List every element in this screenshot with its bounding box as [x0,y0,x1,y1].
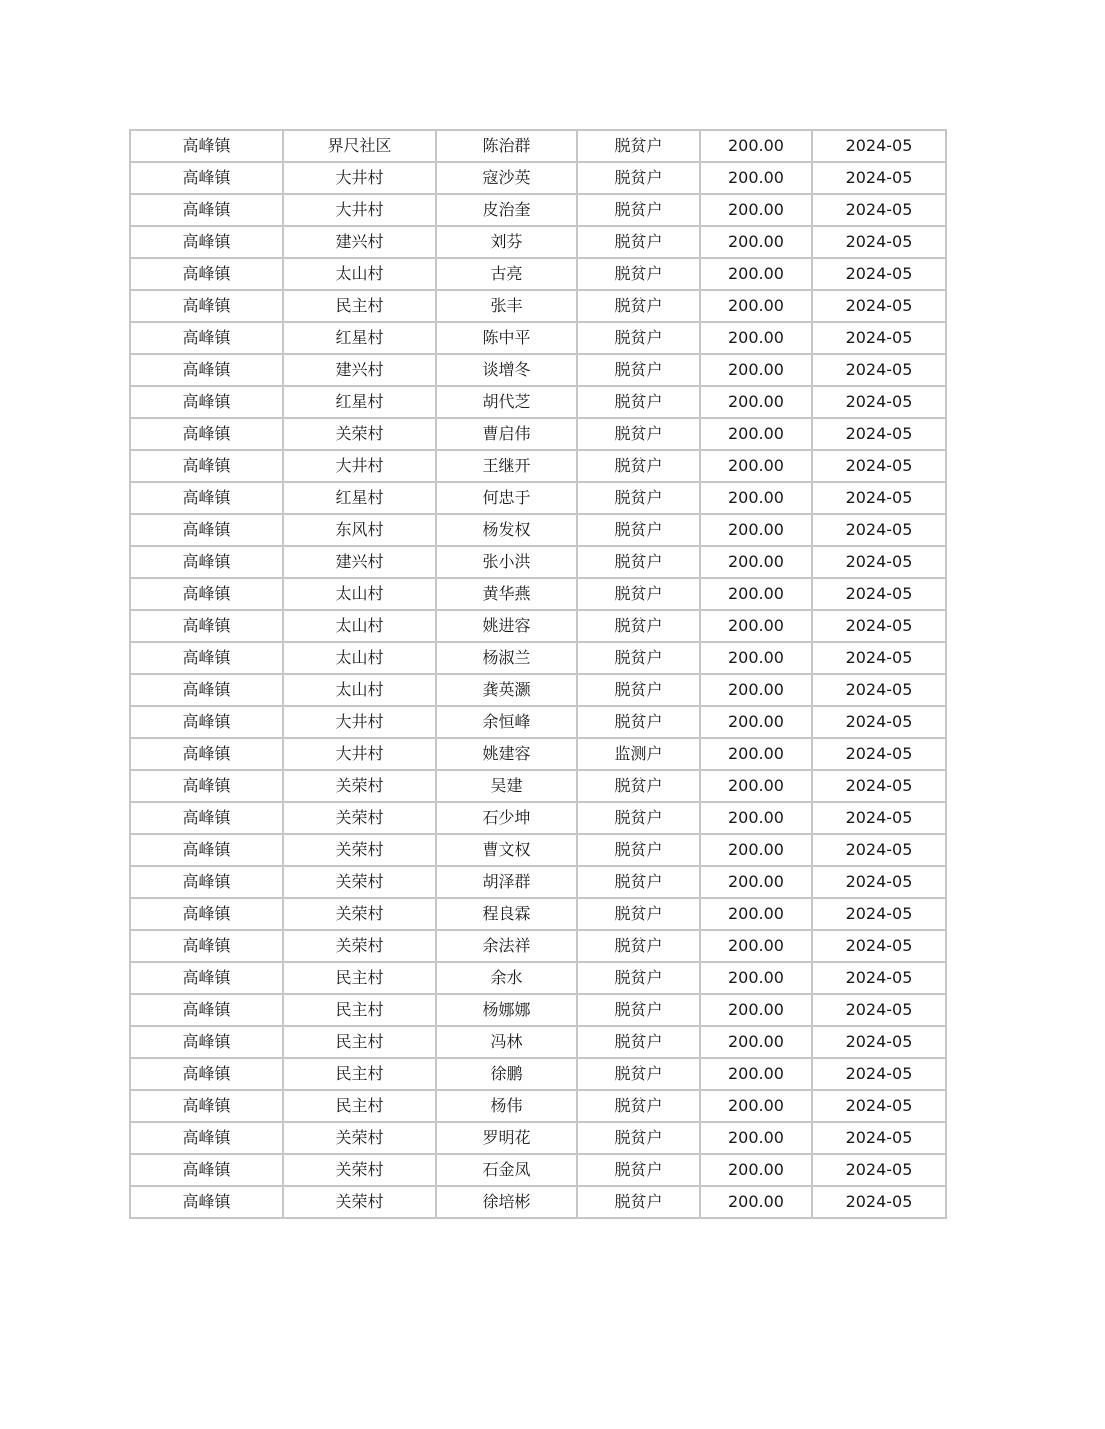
village-cell: 太山村 [283,610,436,642]
amount-cell: 200.00 [700,834,812,866]
amount-cell: 200.00 [700,386,812,418]
table-row [130,930,946,962]
village-cell: 民主村 [283,1058,436,1090]
month-cell: 2024-05 [812,258,946,290]
month-cell: 2024-05 [812,706,946,738]
town-cell: 高峰镇 [130,674,283,706]
household-type-cell: 脱贫户 [577,514,700,546]
household-type-cell: 脱贫户 [577,546,700,578]
household-type-cell: 脱贫户 [577,962,700,994]
village-cell: 太山村 [283,258,436,290]
amount-cell: 200.00 [700,738,812,770]
town-cell: 高峰镇 [130,834,283,866]
month-cell: 2024-05 [812,130,946,162]
village-cell: 关荣村 [283,898,436,930]
table-row [130,1026,946,1058]
town-cell: 高峰镇 [130,1122,283,1154]
amount-cell: 200.00 [700,1154,812,1186]
name-cell: 杨淑兰 [436,642,577,674]
town-cell: 高峰镇 [130,290,283,322]
month-cell: 2024-05 [812,450,946,482]
amount-cell: 200.00 [700,482,812,514]
name-cell: 曹启伟 [436,418,577,450]
month-cell: 2024-05 [812,418,946,450]
table-row [130,258,946,290]
household-type-cell: 监测户 [577,738,700,770]
town-cell: 高峰镇 [130,578,283,610]
month-cell: 2024-05 [812,482,946,514]
household-type-cell: 脱贫户 [577,418,700,450]
table-row [130,226,946,258]
table-row [130,1154,946,1186]
table-row [130,770,946,802]
village-cell: 大井村 [283,450,436,482]
town-cell: 高峰镇 [130,930,283,962]
village-cell: 关荣村 [283,1122,436,1154]
village-cell: 关荣村 [283,802,436,834]
month-cell: 2024-05 [812,578,946,610]
month-cell: 2024-05 [812,770,946,802]
town-cell: 高峰镇 [130,706,283,738]
village-cell: 民主村 [283,290,436,322]
month-cell: 2024-05 [812,1026,946,1058]
town-cell: 高峰镇 [130,514,283,546]
town-cell: 高峰镇 [130,482,283,514]
name-cell: 胡泽群 [436,866,577,898]
table-row [130,834,946,866]
village-cell: 关荣村 [283,866,436,898]
name-cell: 徐鹏 [436,1058,577,1090]
amount-cell: 200.00 [700,1186,812,1218]
village-cell: 关荣村 [283,930,436,962]
town-cell: 高峰镇 [130,1090,283,1122]
name-cell: 龚英灏 [436,674,577,706]
table-row [130,162,946,194]
name-cell: 王继开 [436,450,577,482]
name-cell: 姚进容 [436,610,577,642]
amount-cell: 200.00 [700,162,812,194]
household-type-cell: 脱贫户 [577,450,700,482]
village-cell: 红星村 [283,386,436,418]
amount-cell: 200.00 [700,354,812,386]
village-cell: 建兴村 [283,354,436,386]
name-cell: 吴建 [436,770,577,802]
household-type-cell: 脱贫户 [577,866,700,898]
amount-cell: 200.00 [700,578,812,610]
month-cell: 2024-05 [812,866,946,898]
household-type-cell: 脱贫户 [577,706,700,738]
amount-cell: 200.00 [700,1026,812,1058]
town-cell: 高峰镇 [130,386,283,418]
month-cell: 2024-05 [812,194,946,226]
amount-cell: 200.00 [700,450,812,482]
town-cell: 高峰镇 [130,802,283,834]
table-row [130,898,946,930]
table-row [130,642,946,674]
name-cell: 何忠于 [436,482,577,514]
village-cell: 关荣村 [283,1154,436,1186]
table-row [130,482,946,514]
month-cell: 2024-05 [812,226,946,258]
household-type-cell: 脱贫户 [577,994,700,1026]
name-cell: 杨发权 [436,514,577,546]
village-cell: 太山村 [283,642,436,674]
amount-cell: 200.00 [700,1090,812,1122]
name-cell: 石少坤 [436,802,577,834]
month-cell: 2024-05 [812,642,946,674]
household-type-cell: 脱贫户 [577,770,700,802]
amount-cell: 200.00 [700,642,812,674]
month-cell: 2024-05 [812,930,946,962]
village-cell: 民主村 [283,994,436,1026]
table-row [130,322,946,354]
amount-cell: 200.00 [700,1122,812,1154]
name-cell: 胡代芝 [436,386,577,418]
name-cell: 谈增冬 [436,354,577,386]
village-cell: 红星村 [283,482,436,514]
village-cell: 民主村 [283,962,436,994]
household-type-cell: 脱贫户 [577,354,700,386]
household-type-cell: 脱贫户 [577,674,700,706]
town-cell: 高峰镇 [130,994,283,1026]
household-type-cell: 脱贫户 [577,290,700,322]
household-type-cell: 脱贫户 [577,258,700,290]
town-cell: 高峰镇 [130,418,283,450]
month-cell: 2024-05 [812,546,946,578]
name-cell: 张丰 [436,290,577,322]
table-row [130,962,946,994]
name-cell: 古亮 [436,258,577,290]
household-type-cell: 脱贫户 [577,898,700,930]
name-cell: 张小洪 [436,546,577,578]
records-table [129,129,947,1219]
household-type-cell: 脱贫户 [577,194,700,226]
month-cell: 2024-05 [812,1122,946,1154]
name-cell: 罗明花 [436,1122,577,1154]
town-cell: 高峰镇 [130,962,283,994]
household-type-cell: 脱贫户 [577,1026,700,1058]
household-type-cell: 脱贫户 [577,482,700,514]
table-row [130,610,946,642]
household-type-cell: 脱贫户 [577,930,700,962]
town-cell: 高峰镇 [130,610,283,642]
table-row [130,738,946,770]
village-cell: 大井村 [283,706,436,738]
month-cell: 2024-05 [812,386,946,418]
table-row [130,194,946,226]
town-cell: 高峰镇 [130,258,283,290]
table-row [130,706,946,738]
table-row [130,514,946,546]
household-type-cell: 脱贫户 [577,642,700,674]
town-cell: 高峰镇 [130,354,283,386]
amount-cell: 200.00 [700,706,812,738]
name-cell: 杨娜娜 [436,994,577,1026]
village-cell: 关荣村 [283,418,436,450]
month-cell: 2024-05 [812,962,946,994]
village-cell: 关荣村 [283,770,436,802]
records-table-body [130,130,946,1218]
table-row [130,1122,946,1154]
amount-cell: 200.00 [700,290,812,322]
table-row [130,578,946,610]
month-cell: 2024-05 [812,290,946,322]
town-cell: 高峰镇 [130,1058,283,1090]
name-cell: 姚建容 [436,738,577,770]
name-cell: 余水 [436,962,577,994]
amount-cell: 200.00 [700,866,812,898]
amount-cell: 200.00 [700,674,812,706]
name-cell: 陈中平 [436,322,577,354]
name-cell: 冯林 [436,1026,577,1058]
month-cell: 2024-05 [812,322,946,354]
month-cell: 2024-05 [812,354,946,386]
month-cell: 2024-05 [812,1186,946,1218]
amount-cell: 200.00 [700,322,812,354]
amount-cell: 200.00 [700,610,812,642]
household-type-cell: 脱贫户 [577,834,700,866]
amount-cell: 200.00 [700,962,812,994]
household-type-cell: 脱贫户 [577,610,700,642]
month-cell: 2024-05 [812,1058,946,1090]
household-type-cell: 脱贫户 [577,1058,700,1090]
amount-cell: 200.00 [700,994,812,1026]
name-cell: 余恒峰 [436,706,577,738]
household-type-cell: 脱贫户 [577,322,700,354]
table-row [130,1058,946,1090]
table-row [130,866,946,898]
month-cell: 2024-05 [812,802,946,834]
name-cell: 皮治奎 [436,194,577,226]
table-row [130,354,946,386]
household-type-cell: 脱贫户 [577,1186,700,1218]
amount-cell: 200.00 [700,130,812,162]
name-cell: 刘芬 [436,226,577,258]
town-cell: 高峰镇 [130,642,283,674]
amount-cell: 200.00 [700,546,812,578]
town-cell: 高峰镇 [130,226,283,258]
name-cell: 曹文权 [436,834,577,866]
name-cell: 寇沙英 [436,162,577,194]
name-cell: 余法祥 [436,930,577,962]
name-cell: 徐培彬 [436,1186,577,1218]
village-cell: 建兴村 [283,226,436,258]
month-cell: 2024-05 [812,674,946,706]
amount-cell: 200.00 [700,194,812,226]
town-cell: 高峰镇 [130,322,283,354]
household-type-cell: 脱贫户 [577,1122,700,1154]
month-cell: 2024-05 [812,738,946,770]
household-type-cell: 脱贫户 [577,386,700,418]
village-cell: 关荣村 [283,1186,436,1218]
month-cell: 2024-05 [812,994,946,1026]
town-cell: 高峰镇 [130,162,283,194]
table-row [130,290,946,322]
month-cell: 2024-05 [812,1090,946,1122]
table-row [130,1186,946,1218]
amount-cell: 200.00 [700,514,812,546]
town-cell: 高峰镇 [130,1154,283,1186]
name-cell: 黄华燕 [436,578,577,610]
town-cell: 高峰镇 [130,738,283,770]
village-cell: 关荣村 [283,834,436,866]
town-cell: 高峰镇 [130,194,283,226]
village-cell: 大井村 [283,738,436,770]
table-row [130,386,946,418]
town-cell: 高峰镇 [130,1026,283,1058]
household-type-cell: 脱贫户 [577,130,700,162]
month-cell: 2024-05 [812,514,946,546]
table-row [130,130,946,162]
household-type-cell: 脱贫户 [577,162,700,194]
month-cell: 2024-05 [812,610,946,642]
village-cell: 民主村 [283,1090,436,1122]
household-type-cell: 脱贫户 [577,802,700,834]
village-cell: 红星村 [283,322,436,354]
amount-cell: 200.00 [700,418,812,450]
month-cell: 2024-05 [812,162,946,194]
table-row [130,450,946,482]
village-cell: 太山村 [283,578,436,610]
name-cell: 陈治群 [436,130,577,162]
village-cell: 民主村 [283,1026,436,1058]
name-cell: 杨伟 [436,1090,577,1122]
table-row [130,674,946,706]
amount-cell: 200.00 [700,1058,812,1090]
amount-cell: 200.00 [700,258,812,290]
amount-cell: 200.00 [700,226,812,258]
table-row [130,1090,946,1122]
table-row [130,418,946,450]
name-cell: 程良霖 [436,898,577,930]
household-type-cell: 脱贫户 [577,578,700,610]
town-cell: 高峰镇 [130,546,283,578]
amount-cell: 200.00 [700,930,812,962]
town-cell: 高峰镇 [130,898,283,930]
village-cell: 界尺社区 [283,130,436,162]
village-cell: 东风村 [283,514,436,546]
household-type-cell: 脱贫户 [577,1154,700,1186]
name-cell: 石金凤 [436,1154,577,1186]
month-cell: 2024-05 [812,898,946,930]
town-cell: 高峰镇 [130,450,283,482]
town-cell: 高峰镇 [130,866,283,898]
amount-cell: 200.00 [700,898,812,930]
village-cell: 太山村 [283,674,436,706]
town-cell: 高峰镇 [130,1186,283,1218]
village-cell: 大井村 [283,162,436,194]
amount-cell: 200.00 [700,770,812,802]
household-type-cell: 脱贫户 [577,1090,700,1122]
table-row [130,994,946,1026]
household-type-cell: 脱贫户 [577,226,700,258]
month-cell: 2024-05 [812,834,946,866]
town-cell: 高峰镇 [130,130,283,162]
village-cell: 大井村 [283,194,436,226]
table-row [130,802,946,834]
table-row [130,546,946,578]
town-cell: 高峰镇 [130,770,283,802]
village-cell: 建兴村 [283,546,436,578]
month-cell: 2024-05 [812,1154,946,1186]
amount-cell: 200.00 [700,802,812,834]
